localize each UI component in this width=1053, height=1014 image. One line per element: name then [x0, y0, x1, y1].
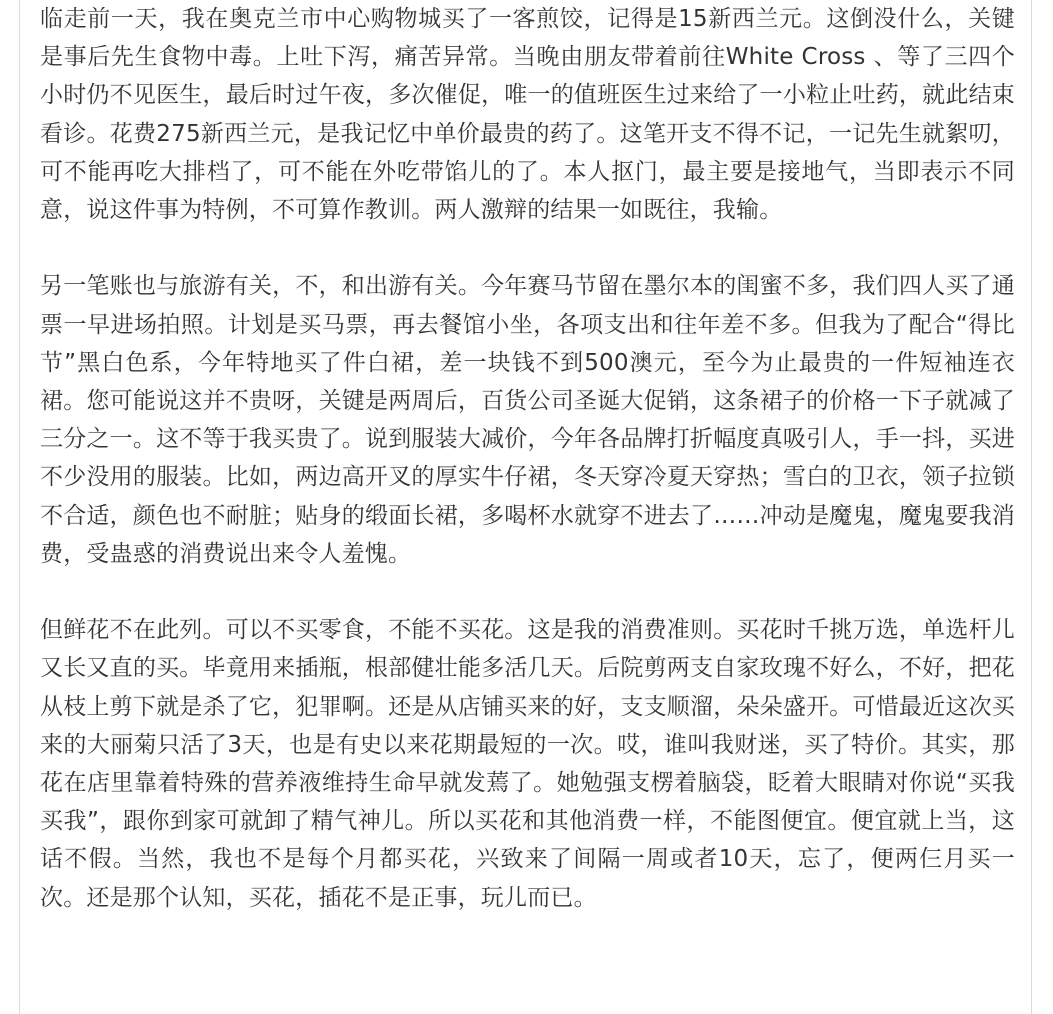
paragraph-spacer: [40, 573, 1015, 611]
paragraph-spacer: [40, 229, 1015, 267]
paragraph-horse-race-dress: 另一笔账也与旅游有关，不，和出游有关。今年赛马节留在墨尔本的闺蜜不多，我们四人买了通票一早进场拍照。计划是买马票，再去餐馆小坐，各项支出和往年差不多。但我为了配合“得比节”黑白色系，今年特地买了件白裙，差一块钱不到500澳元，至今为止最贵的一件短袖连衣裙。您可能说这并不贵呀，关键是两周后，百货公司圣诞大促销，这条裙子的价格一下子就减了三分之一。这不等于我买贵了。说到服装大减价，今年各品牌打折幅度真吸引人，手一抖，买进不少没用的服装。比如，两边高开叉的厚实牛仔裙，冬天穿冷夏天穿热；雪白的卫衣，领子拉锁不合适，颜色也不耐脏；贴身的缎面长裙，多喝杯水就穿不进去了……冲动是魔鬼，魔鬼要我消费，受蛊惑的消费说出来令人羞愧。: [40, 273, 1015, 567]
paragraph-food-poisoning: 临走前一天，我在奥克兰市中心购物城买了一客煎饺，记得是15新西兰元。这倒没什么，关键是事后先生食物中毒。上吐下泻，痛苦异常。当晚由朋友带着前往White Cross 、等了三四个小时仍不见医生，最后时过午夜，多次催促，唯一的值班医生过来给了一小粒止吐药，就此结束看诊。花费275新西兰元，是我记忆中单价最贵的药了。这笔开支不得不记，一记先生就絮叨，可不能再吃大排档了，可不能在外吃带馅儿的了。本人抠门，最主要是接地气，当即表示不同意，说这件事为特例，不可算作教训。两人激辩的结果一如既往，我输。: [40, 6, 1015, 224]
article-body: [40, 0, 1015, 917]
paragraph-flowers: 但鲜花不在此列。可以不买零食，不能不买花。这是我的消费准则。买花时千挑万选，单选杆儿又长又直的买。毕竟用来插瓶，根部健壮能多活几天。后院剪两支自家玫瑰不好么，不好，把花从枝上剪下就是杀了它，犯罪啊。还是从店铺买来的好，支支顺溜，朵朵盛开。可惜最近这次买来的大丽菊只活了3天，也是有史以来花期最短的一次。哎，谁叫我财迷，买了特价。其实，那花在店里靠着特殊的营养液维持生命早就发蔫了。她勉强支楞着脑袋，眨着大眼睛对你说“买我买我”，跟你到家可就卸了精气神儿。所以买花和其他消费一样，不能图便宜。便宜就上当，这话不假。当然，我也不是每个月都买花，兴致来了间隔一周或者10天，忘了，便两仨月买一次。还是那个认知，买花，插花不是正事，玩儿而已。: [40, 617, 1015, 911]
